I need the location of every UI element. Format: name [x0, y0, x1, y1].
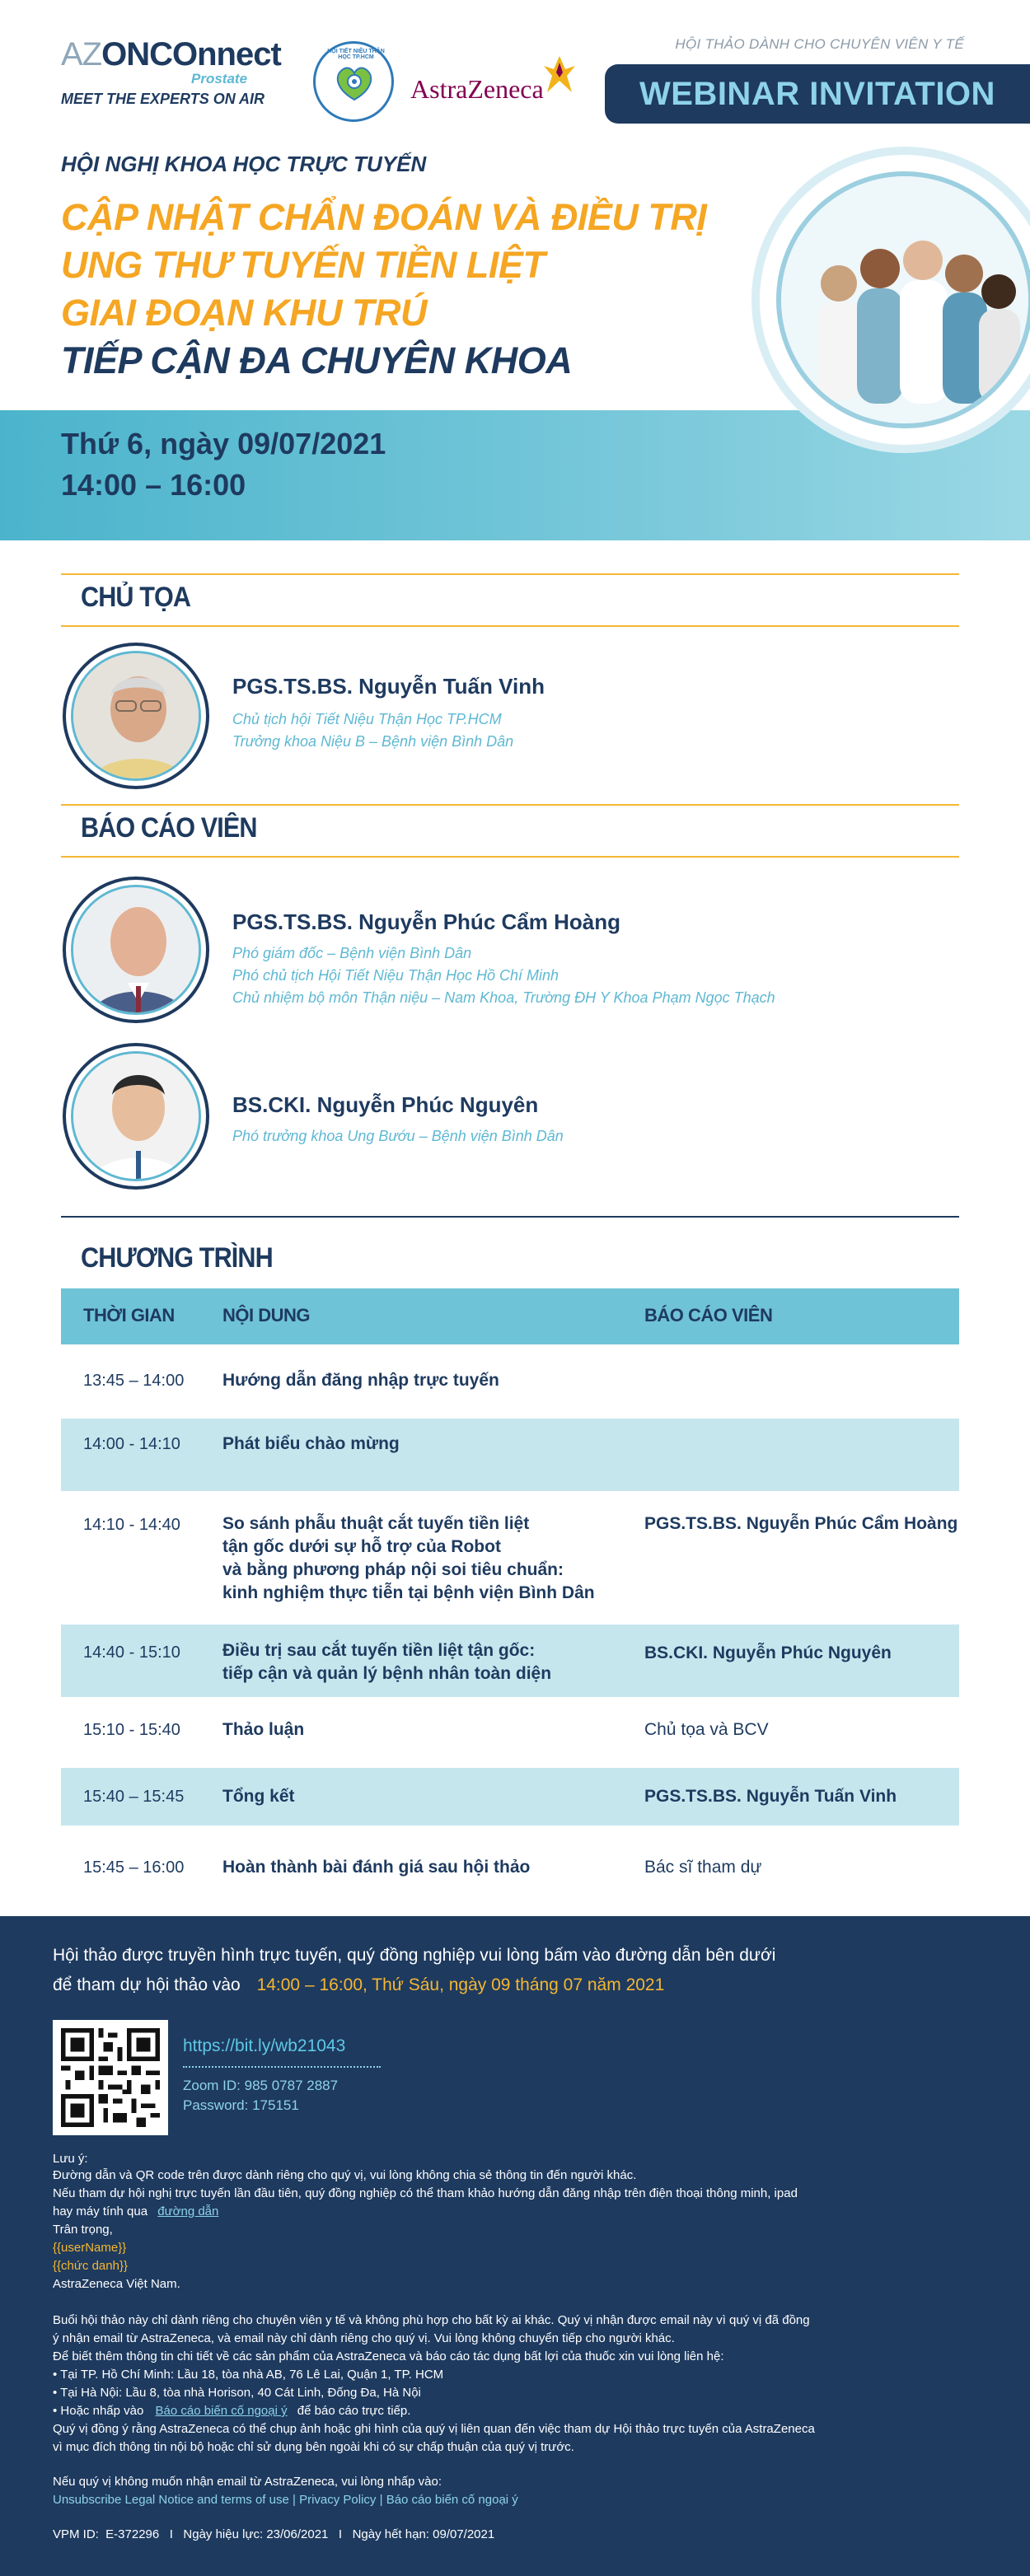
unsubscribe-link[interactable]: Unsubscribe Legal Notice and terms of use	[53, 2493, 289, 2507]
row-time: 14:40 - 15:10	[83, 1643, 180, 1662]
footer-intro: Hội thảo được truyền hình trực tuyến, quý đồng nghiệp vui lòng bấm vào đường dẫn bên dưới	[53, 1946, 776, 1965]
azonconnect-logo: AZONCOnnect Prostate	[61, 36, 281, 86]
association-logo: HỘI TIẾT NIỆU THẬN HỌC TP.HCM	[313, 41, 394, 122]
logo-tagline: MEET THE EXPERTS ON AIR	[61, 91, 265, 107]
divider	[61, 573, 959, 575]
row-time: 14:10 - 14:40	[83, 1516, 180, 1534]
row-speaker: Bác sĩ tham dự	[644, 1858, 762, 1877]
row-content: Thảo luận	[222, 1720, 305, 1739]
row-time: 14:00 - 14:10	[83, 1435, 180, 1453]
row-content: Phát biểu chào mừng	[222, 1434, 400, 1453]
kidney-icon	[330, 62, 378, 103]
speaker-role: Chủ nhiệm bộ môn Thận niệu – Nam Khoa, Trường ĐH Y Khoa Phạm Ngọc Thạch	[232, 989, 775, 1006]
row-content: Điều trị sau cắt tuyến tiền liệt tận gốc:	[222, 1641, 536, 1660]
row-speaker: Chủ tọa và BCV	[644, 1720, 769, 1739]
row-content: So sánh phẫu thuật cắt tuyến tiền liệt	[222, 1514, 530, 1533]
title-line-4: TIẾP CẬN ĐA CHUYÊN KHOA	[61, 339, 573, 381]
vpm-id: VPM ID: E-372296 I Ngày hiệu lực: 23/06/2021 I Ngày hết hạn: 09/07/2021	[53, 2527, 495, 2541]
row-content: và bằng phương pháp nội soi tiêu chuẩn:	[222, 1560, 564, 1579]
conference-label: HỘI NGHỊ KHOA HỌC TRỰC TUYẾN	[61, 152, 427, 176]
column-header-content: NỘI DUNG	[222, 1305, 310, 1325]
qr-code-icon	[61, 2028, 160, 2127]
speakers-heading: BÁO CÁO VIÊN	[81, 812, 257, 844]
column-header-time: THỜI GIAN	[83, 1305, 175, 1325]
note-text: Nếu tham dự hội nghị trực tuyến lần đầu tiên, quý đồng nghiệp có thể tham khảo hướng dẫn đăng nhập trên điện thoại thông minh, ipad	[53, 2186, 798, 2200]
event-datetime: 14:00 – 16:00, Thứ Sáu, ngày 09 tháng 07 năm 2021	[256, 1975, 665, 1994]
company-signature: AstraZeneca Việt Nam.	[53, 2277, 180, 2291]
row-time: 15:45 – 16:00	[83, 1858, 185, 1877]
row-content: tận gốc dưới sự hỗ trợ của Robot	[222, 1537, 501, 1556]
speaker-role: Phó giám đốc – Bệnh viện Bình Dân	[232, 945, 472, 961]
row-time: 13:45 – 14:00	[83, 1372, 185, 1390]
row-content: Hướng dẫn đăng nhập trực tuyến	[222, 1371, 499, 1390]
legal-text: vì mục đích thông tin nội bộ hoặc chỉ sử dụng bên ngoài khi có sự chấp thuận của quý vị trước.	[53, 2440, 574, 2454]
chair-name: PGS.TS.BS. Nguyễn Tuấn Vinh	[232, 674, 545, 699]
event-date: Thứ 6, ngày 09/07/2021	[61, 427, 386, 461]
zoom-id: Zoom ID: 985 0787 2887	[183, 2078, 339, 2093]
legal-text: Quý vị đồng ý rằng AstraZeneca có thể chụp ảnh hoặc ghi hình của quý vị liên quan đến việc tham dự Hội thảo trực tuyến của AstraZeneca	[53, 2422, 815, 2436]
webinar-link[interactable]: https://bit.ly/wb21043	[183, 2036, 346, 2055]
row-speaker: PGS.TS.BS. Nguyễn Phúc Cẩm Hoàng	[644, 1514, 958, 1533]
row-speaker: PGS.TS.BS. Nguyễn Tuấn Vinh	[644, 1787, 897, 1806]
divider	[183, 2066, 381, 2068]
program-heading: CHƯƠNG TRÌNH	[81, 1242, 273, 1274]
adverse-event-link[interactable]: Báo cáo biến cố ngoại ý	[155, 2404, 288, 2418]
avatar	[63, 1043, 209, 1190]
qr-code[interactable]	[53, 2020, 168, 2135]
title-line-1: CẬP NHẬT CHẨN ĐOÁN VÀ ĐIỀU TRỊ	[61, 196, 707, 238]
legal-text: Để biết thêm thông tin chi tiết về các sản phẩm của AstraZeneca và báo cáo tác dụng bất lợi của thuốc xin vui lòng liên hệ:	[53, 2349, 724, 2363]
chair-role: Chủ tịch hội Tiết Niệu Thận Học TP.HCM	[232, 711, 502, 727]
title-line-3: GIAI ĐOẠN KHU TRÚ	[61, 292, 427, 334]
astrazeneca-logo: AstraZeneca	[410, 74, 544, 104]
footer-links: Unsubscribe Legal Notice and terms of use | Privacy Policy | Báo cáo biến cố ngoại ý	[53, 2493, 518, 2507]
speaker-role: Phó chủ tịch Hội Tiết Niệu Thận Học Hồ Chí Minh	[232, 967, 559, 984]
speaker-name: PGS.TS.BS. Nguyễn Phúc Cẩm Hoàng	[232, 909, 620, 934]
avatar	[63, 877, 209, 1023]
legal-text: • Hoặc nhấp vào Báo cáo biến cố ngoại ý để báo cáo trực tiếp.	[53, 2404, 411, 2418]
chair-heading: CHỦ TỌA	[81, 582, 191, 613]
legal-text: Buổi hội thảo này chỉ dành riêng cho chuyên viên y tế và không phù hợp cho bất kỳ ai khác. Quý vị nhận được email này vì quý vị đã đồng	[53, 2313, 810, 2327]
divider	[61, 625, 959, 627]
note-text: Đường dẫn và QR code trên được dành riêng cho quý vị, vui lòng không chia sẻ thông tin đến người khác.	[53, 2168, 637, 2182]
divider	[61, 856, 959, 858]
event-time: 14:00 – 16:00	[61, 468, 246, 502]
note-label: Lưu ý:	[53, 2152, 88, 2166]
row-time: 15:40 – 15:45	[83, 1788, 185, 1806]
footer-intro: để tham dự hội thảo vào 14:00 – 16:00, Thứ Sáu, ngày 09 tháng 07 năm 2021	[53, 1975, 665, 1994]
regards: Trân trọng,	[53, 2223, 113, 2237]
table-header	[61, 1288, 959, 1344]
title-line-2: UNG THƯ TUYẾN TIỀN LIỆT	[61, 244, 545, 286]
legal-text: • Tại TP. Hồ Chí Minh: Lầu 18, tòa nhà AB, 76 Lê Lai, Quận 1, TP. HCM	[53, 2368, 444, 2382]
doctors-photo	[751, 147, 1030, 453]
legal-text: ý nhận email từ AstraZeneca, và email này chỉ dành riêng cho quý vị. Vui lòng không chuyển tiếp cho người khác.	[53, 2331, 675, 2345]
astrazeneca-mark-icon	[542, 54, 577, 96]
logo-subtitle: Prostate	[191, 71, 248, 86]
audience-tag: HỘI THẢO DÀNH CHO CHUYÊN VIÊN Y TẾ	[675, 36, 964, 52]
column-header-speaker: BÁO CÁO VIÊN	[644, 1305, 773, 1325]
chair-role: Trưởng khoa Niệu B – Bệnh viện Bình Dân	[232, 733, 514, 750]
table-row-stripe	[61, 1419, 959, 1491]
chair-portrait	[73, 653, 201, 781]
speaker-name: BS.CKI. Nguyễn Phúc Nguyên	[232, 1092, 539, 1117]
avatar	[63, 643, 209, 789]
report-adverse-event-link[interactable]: Báo cáo biến cố ngoại ý	[386, 2493, 518, 2507]
row-time: 15:10 - 15:40	[83, 1721, 180, 1739]
guide-link[interactable]: đường dẫn	[157, 2204, 219, 2218]
zoom-password: Password: 175151	[183, 2097, 299, 2113]
doctors-group-image	[781, 176, 1030, 428]
header	[0, 0, 1030, 140]
row-content: Tổng kết	[222, 1787, 295, 1806]
user-title-placeholder: {{chức danh}}	[53, 2259, 128, 2273]
divider	[61, 1216, 959, 1218]
note-text: hay máy tính qua đường dẫn	[53, 2204, 219, 2218]
privacy-policy-link[interactable]: Privacy Policy	[299, 2493, 377, 2507]
speaker-2-portrait	[73, 1054, 201, 1181]
webinar-banner: WEBINAR INVITATION	[605, 64, 1030, 124]
legal-text: • Tại Hà Nội: Lầu 8, tòa nhà Horison, 40 Cát Linh, Đống Đa, Hà Nội	[53, 2386, 421, 2400]
row-content: kinh nghiệm thực tiễn tại bệnh viện Bình Dân	[222, 1583, 595, 1602]
speaker-1-portrait	[73, 887, 201, 1015]
row-speaker: BS.CKI. Nguyễn Phúc Nguyên	[644, 1643, 892, 1662]
divider	[61, 804, 959, 806]
row-content: tiếp cận và quản lý bệnh nhân toàn diện	[222, 1664, 552, 1683]
unsubscribe-note: Nếu quý vị không muốn nhận email từ AstraZeneca, vui lòng nhấp vào:	[53, 2475, 442, 2489]
speaker-role: Phó trưởng khoa Ung Bướu – Bệnh viện Bình Dân	[232, 1128, 564, 1144]
row-content: Hoàn thành bài đánh giá sau hội thảo	[222, 1858, 531, 1877]
user-name-placeholder: {{userName}}	[53, 2241, 127, 2255]
